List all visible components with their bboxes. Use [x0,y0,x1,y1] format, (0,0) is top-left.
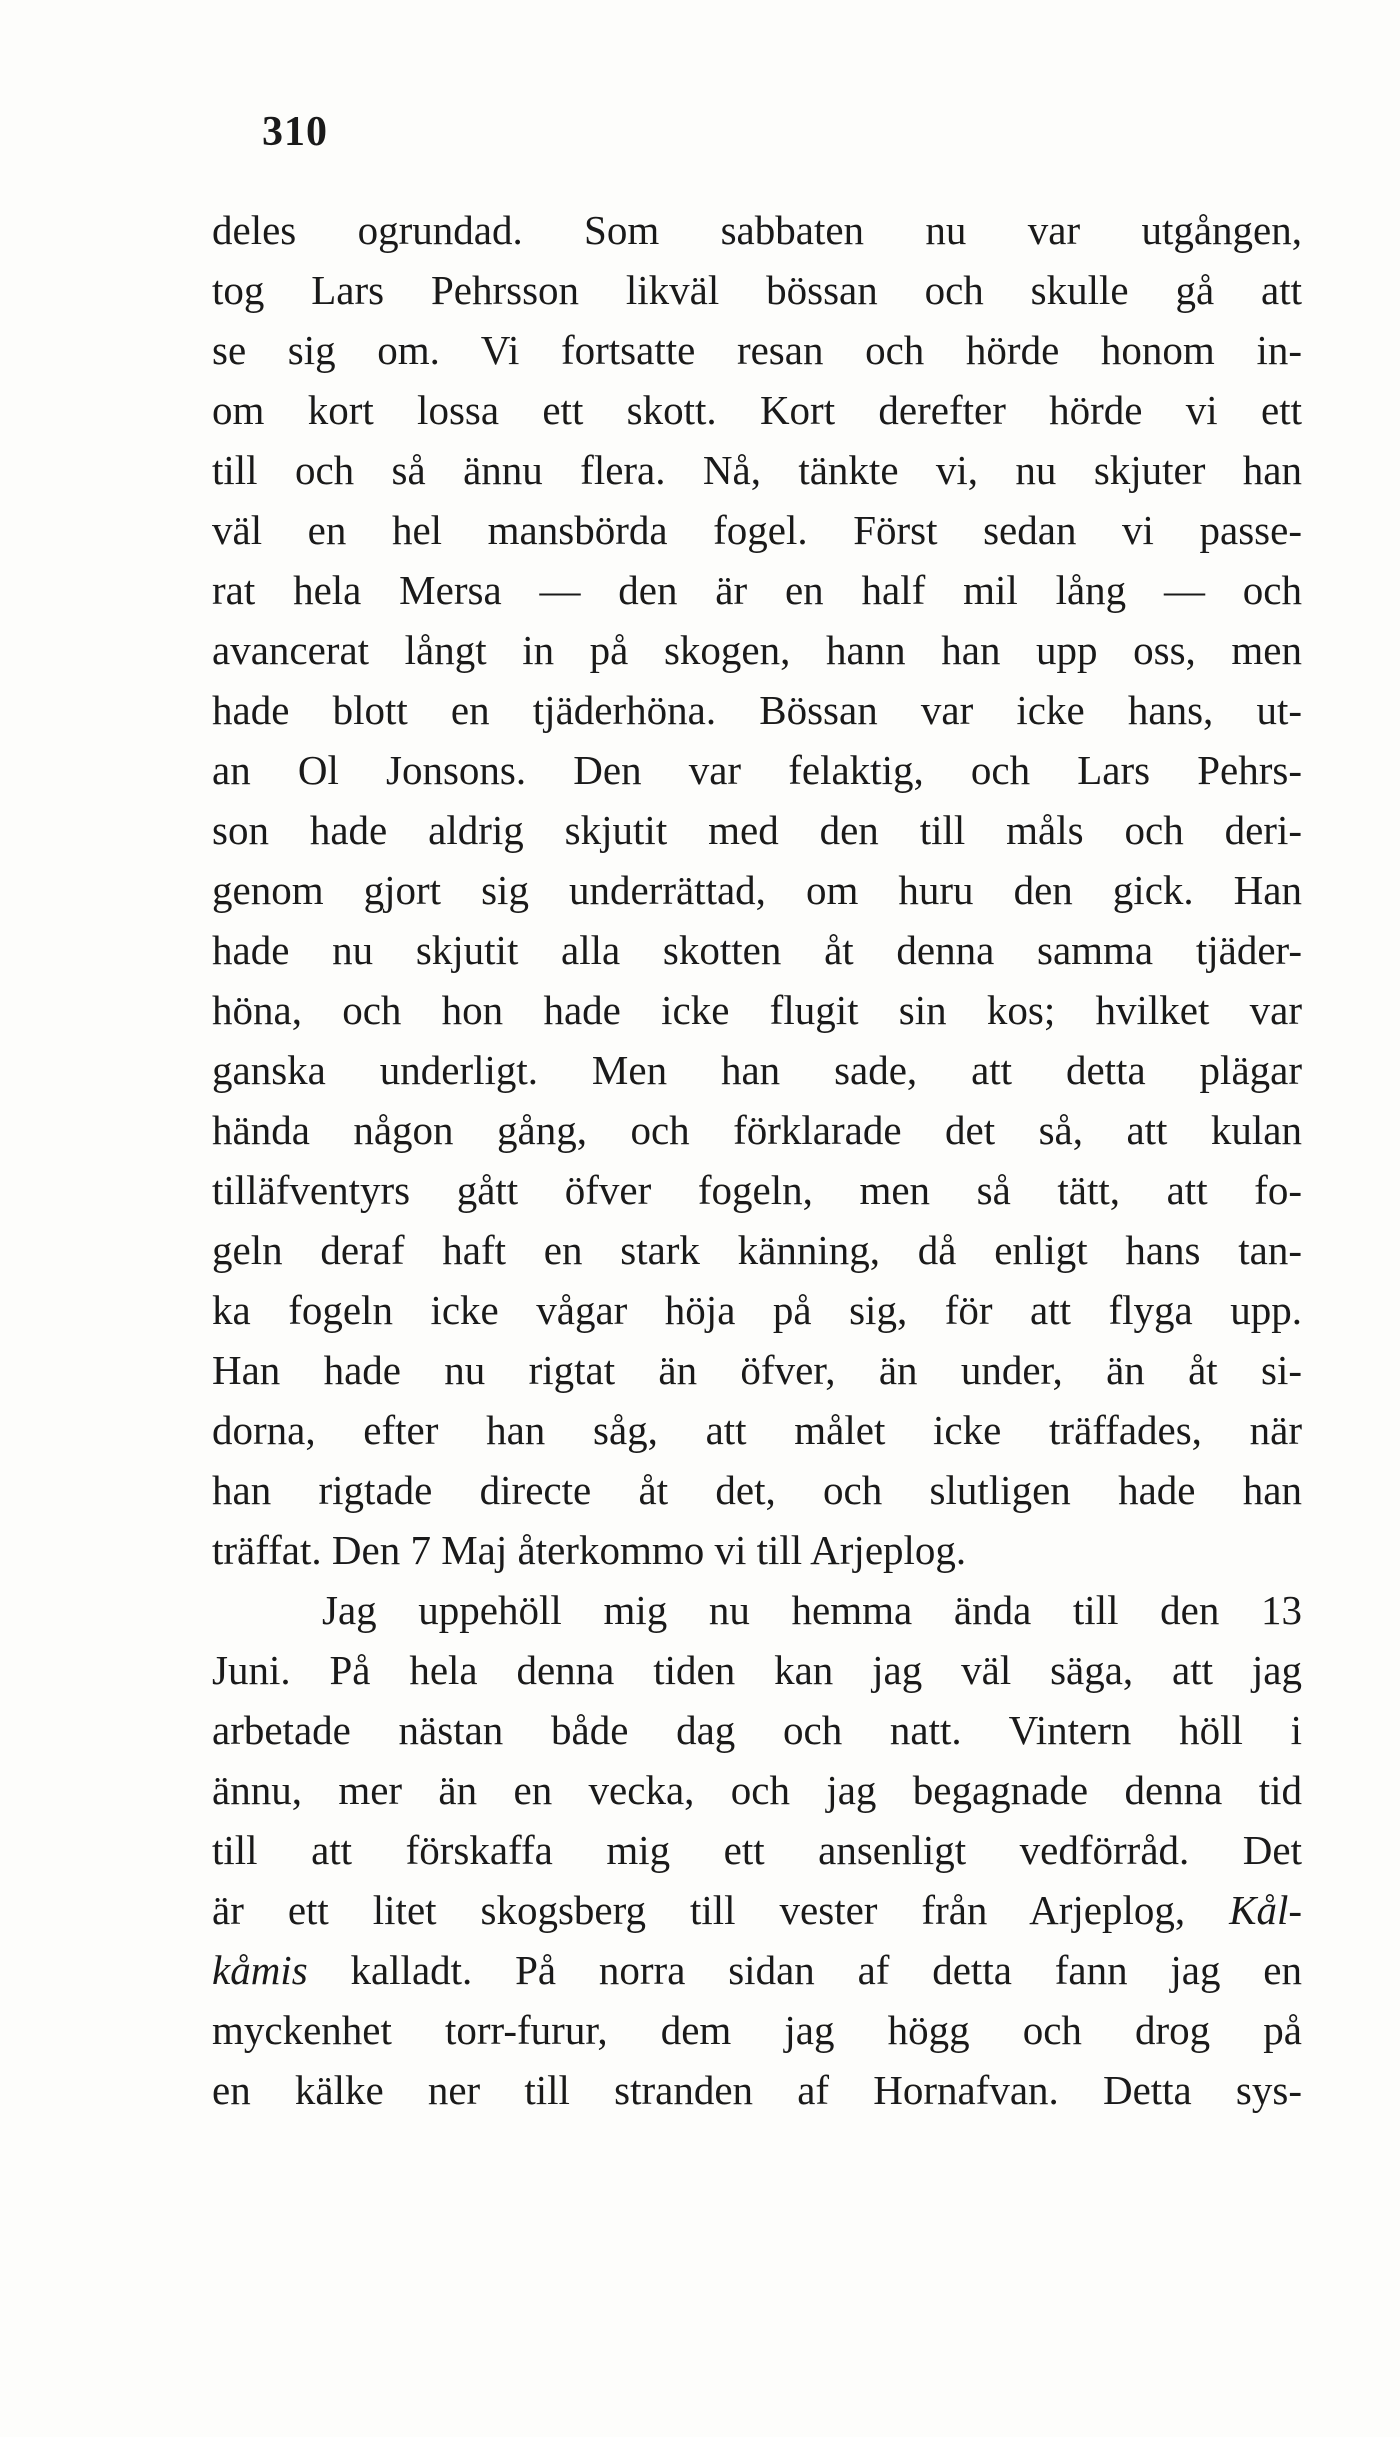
text-line [212,2000,1302,2060]
text-line [212,860,1302,920]
text-line [212,1400,1302,1460]
text-line [212,320,1302,380]
line-text: en kälke ner till stranden af Hornafvan. Detta sys- [212,2067,1302,2113]
page-number: 310 [262,109,328,155]
line-text: ännu, mer än en vecka, och jag begagnade denna tid [212,1767,1302,1813]
text-line [212,1040,1302,1100]
body-text [212,200,1302,2120]
line-text: genom gjort sig underrättad, om huru den gick. Han [212,867,1302,913]
text-line [212,620,1302,680]
line-text: till att förskaffa mig ett ansenligt vedförråd. Det [212,1827,1302,1873]
line-text: hända någon gång, och förklarade det så, att kulan [212,1107,1302,1153]
line-text: om kort lossa ett skott. Kort derefter hörde vi ett [212,387,1302,433]
text-line [212,1880,1302,1940]
line-text: deles ogrundad. Som sabbaten nu var utgången, [212,207,1302,253]
line-text: höna, och hon hade icke flugit sin kos; hvilket var [212,987,1302,1033]
text-line [212,1940,1302,2000]
line-text: hade blott en tjäderhöna. Bössan var icke hans, ut- [212,687,1302,733]
italic-text: kåmis [212,1947,308,1993]
line-text: ka fogeln icke vågar höja på sig, för att flyga upp. [212,1287,1302,1333]
text-line [212,800,1302,860]
text-line [212,1700,1302,1760]
line-text: tilläfventyrs gått öfver fogeln, men så tätt, att fo- [212,1167,1302,1213]
italic-text: Kål- [1229,1887,1302,1933]
text-line [212,2060,1302,2120]
line-text: till och så ännu flera. Nå, tänkte vi, nu skjuter han [212,447,1302,493]
text-line [212,1220,1302,1280]
line-text: myckenhet torr-furur, dem jag högg och drog på [212,2007,1302,2053]
line-text: Jag uppehöll mig nu hemma ända till den 13 [322,1587,1302,1633]
line-text: geln deraf haft en stark känning, då enligt hans tan- [212,1227,1302,1273]
text-line [212,1340,1302,1400]
line-text: an Ol Jonsons. Den var felaktig, och Lars Pehrs- [212,747,1302,793]
text-line [212,500,1302,560]
line-text: avancerat långt in på skogen, hann han upp oss, men [212,627,1302,673]
text-line [212,1100,1302,1160]
text-line [212,920,1302,980]
line-text: väl en hel mansbörda fogel. Först sedan vi passe- [212,507,1302,553]
text-line [212,1160,1302,1220]
line-text: Juni. På hela denna tiden kan jag väl säga, att jag [212,1647,1302,1693]
line-text: ganska underligt. Men han sade, att detta plägar [212,1047,1302,1093]
text-line [212,560,1302,620]
line-text: arbetade nästan både dag och natt. Vintern höll i [212,1707,1302,1753]
text-line [212,740,1302,800]
line-text: hade nu skjutit alla skotten åt denna samma tjäder- [212,927,1302,973]
text-line [212,200,1302,260]
text-line [212,380,1302,440]
line-text: se sig om. Vi fortsatte resan och hörde honom in- [212,327,1302,373]
text-line [212,1520,1302,1580]
text-line [212,680,1302,740]
line-text: han rigtade directe åt det, och slutligen hade han [212,1467,1302,1513]
text-line [212,1640,1302,1700]
text-line [212,1580,1302,1640]
line-text: är ett litet skogsberg till vester från Arjeplog, [212,1887,1230,1933]
line-text: rat hela Mersa — den är en half mil lång — och [212,567,1302,613]
line-text: träffat. Den 7 Maj återkommo vi till Arjeplog. [212,1527,967,1573]
text-line [212,1760,1302,1820]
line-text: son hade aldrig skjutit med den till måls och deri- [212,807,1302,853]
text-line [212,1820,1302,1880]
text-line [212,980,1302,1040]
line-text: dorna, efter han såg, att målet icke träffades, när [212,1407,1302,1453]
line-text: Han hade nu rigtat än öfver, än under, än åt si- [212,1347,1302,1393]
text-line [212,1280,1302,1340]
line-text: kalladt. På norra sidan af detta fann jag en [307,1947,1302,1993]
text-line [212,1460,1302,1520]
text-line [212,440,1302,500]
text-line [212,260,1302,320]
line-text: tog Lars Pehrsson likväl bössan och skulle gå att [212,267,1302,313]
